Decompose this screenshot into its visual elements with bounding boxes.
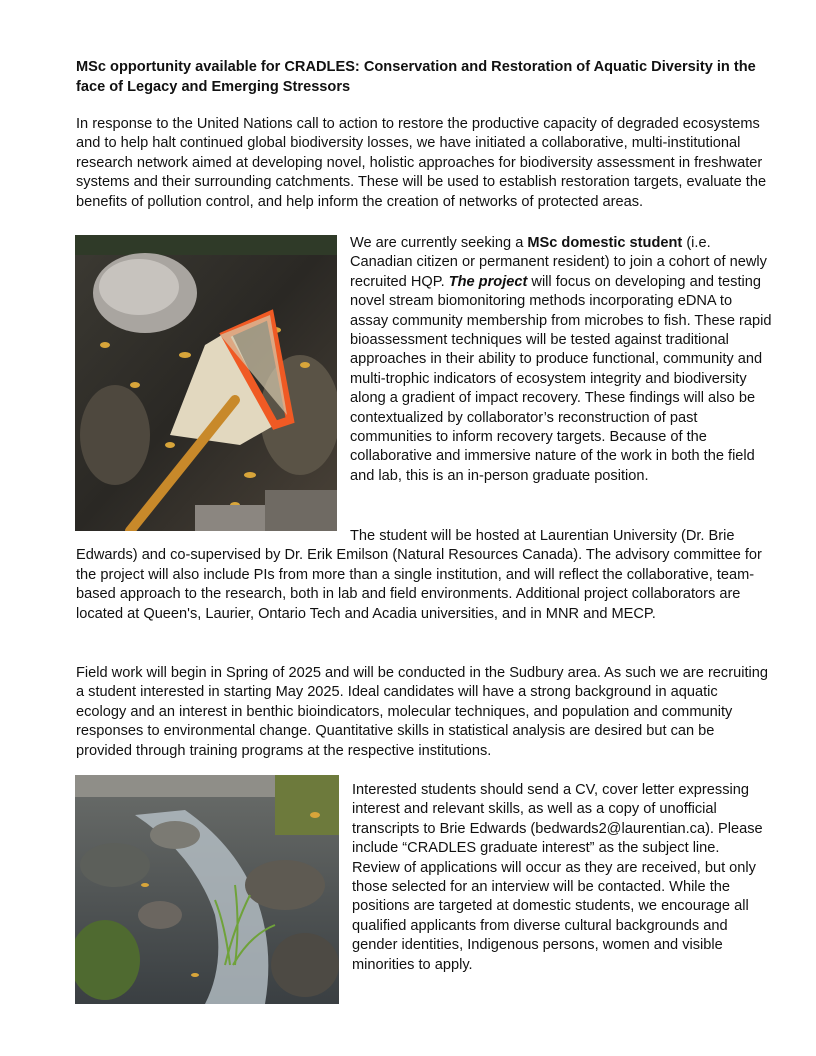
page-title: MSc opportunity available for CRADLES: Conservation and Restoration of Aquatic Diversity in the face of Legacy and Emerging Stressors	[76, 59, 756, 95]
project-label: The project	[448, 273, 528, 290]
hosted-rest: Edwards) and co-supervised by Dr. Erik Emilson (Natural Resources Canada). The advisory committee for the project will also include PIs from more than a single institution, and will reflect the collaborative, team-based approach to the research, both in lab and field environments. Additional project collaborators are located at Queen's, Laurier, Ontario Tech and Acadia universities, and in MNR and MECP.	[76, 547, 762, 622]
hosted-lead: The student will be hosted at Laurentian University (Dr. Brie	[350, 528, 735, 544]
stream-net-photo	[75, 235, 337, 531]
seeking-pre: We are currently seeking a	[350, 235, 528, 251]
seeking-paragraph	[350, 234, 772, 486]
seeking-mid: (i.e. Canadian citizen or permanent resident) to join a cohort of newly recruited HQP.	[350, 235, 767, 290]
fieldwork-paragraph: Field work will begin in Spring of 2025 and will be conducted in the Sudbury area. As such we are recruiting a student interested in starting May 2025. Ideal candidates will have a strong background in aquatic ecology and an interest in benthic bioindicators, molecular techniques, and population and community responses to environmental change. Quantitative skills in statistical analysis are desired but can be provided through training programs at the respective institutions.	[76, 665, 768, 759]
hosted-paragraph	[76, 527, 768, 624]
seeking-post: will focus on developing and testing novel stream biomonitoring methods incorporating eDNA to assay community membership from microbes to fish. These rapid bioassessment techniques will be tested against traditional approaches in their ability to produce functional, community and multi-trophic indicators of ecosystem integrity and biodiversity along a gradient of impact recovery. These findings will also be contextualized by collaborator’s reconstruction of past communities to inform recovery targets. Because of the collaborative and immersive nature of the work in both the field and lab, this is an in-person graduate position.	[350, 273, 772, 484]
seeking-degree: MSc domestic student	[527, 235, 683, 251]
apply-paragraph: Interested students should send a CV, cover letter expressing interest and relevant skills, as well as a copy of unofficial transcripts to Brie Edwards (bedwards2@laurentian.ca). Please include “CRADLES graduate interest” as the subject line. Review of applications will occur as they are received, but only those selected for an interview will be contacted. While the positions are targeted at domestic students, we encourage all qualified applicants from diverse cultural backgrounds and gender identities, Indigenous persons, women and visible minorities to apply.	[352, 782, 763, 973]
intro-paragraph: In response to the United Nations call to action to restore the productive capacity of degraded ecosystems and to help halt continued global biodiversity losses, we have initiated a collaborative, multi-institutional research network aimed at developing novel, holistic approaches for biodiversity assessment in freshwater systems and their surrounding catchments. These will be used to establish restoration targets, evaluate the benefits of pollution control, and help inform the creation of networks of protected areas.	[76, 116, 767, 210]
stream-photo	[75, 775, 339, 1004]
